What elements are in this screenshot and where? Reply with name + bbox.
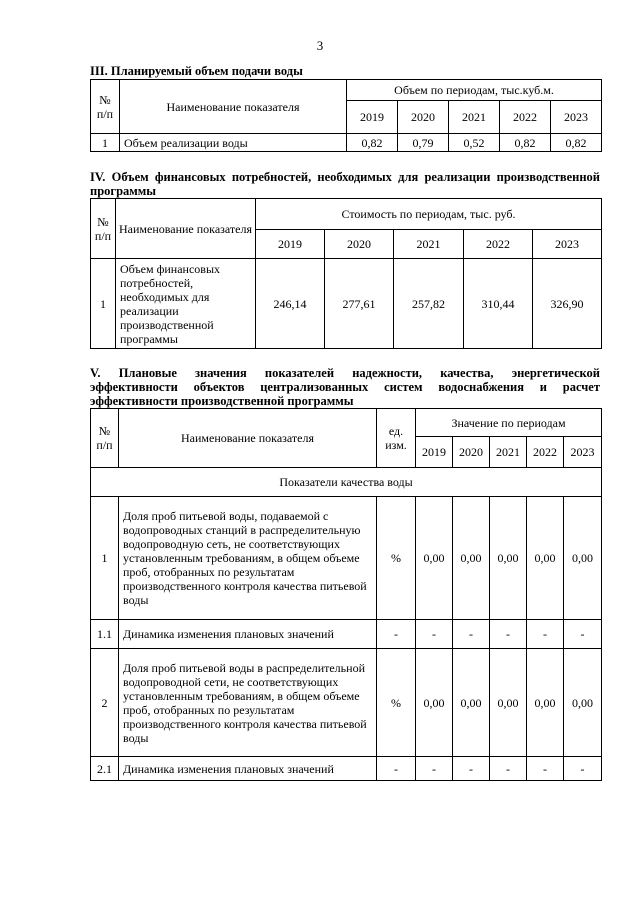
table-row [91, 497, 602, 620]
row-value: 0,82 [500, 134, 551, 152]
header-year: 2020 [453, 437, 490, 468]
row-value: 0,00 [453, 497, 490, 620]
section4-table [90, 198, 602, 349]
row-num: 2 [91, 649, 119, 757]
row-value: 310,44 [464, 259, 533, 349]
row-value: 0,82 [551, 134, 602, 152]
table-row [91, 757, 602, 781]
row-unit: % [377, 649, 416, 757]
header-year: 2021 [394, 230, 464, 259]
row-name: Динамика изменения плановых значений [119, 620, 377, 649]
header-unit: ед. изм. [377, 409, 416, 468]
row-unit: - [377, 620, 416, 649]
section4-title: IV. Объем финансовых потребностей, необходимых для реализации производственной программы [90, 170, 600, 198]
header-year: 2019 [416, 437, 453, 468]
group-row: Показатели качества воды [91, 468, 602, 497]
row-num: 1 [91, 497, 119, 620]
header-year: 2019 [347, 101, 398, 134]
section5-table [90, 408, 602, 781]
table-row [91, 620, 602, 649]
header-num: № п/п [91, 409, 119, 468]
header-year: 2022 [500, 101, 551, 134]
row-value: 0,00 [564, 497, 602, 620]
row-num: 2.1 [91, 757, 119, 781]
row-value: 0,00 [564, 649, 602, 757]
table-row [91, 134, 602, 152]
row-value: 0,00 [527, 497, 564, 620]
header-year: 2019 [256, 230, 325, 259]
row-value: 246,14 [256, 259, 325, 349]
row-value: - [490, 757, 527, 781]
row-name: Объем финансовых потребностей, необходимых для реализации производственной программы [116, 259, 256, 349]
row-value: 0,79 [398, 134, 449, 152]
header-group: Стоимость по периодам, тыс. руб. [256, 199, 602, 230]
row-unit: - [377, 757, 416, 781]
row-value: - [527, 757, 564, 781]
row-value: 0,00 [416, 649, 453, 757]
section3-table [90, 79, 602, 152]
header-year: 2021 [490, 437, 527, 468]
header-name: Наименование показателя [116, 199, 256, 259]
row-value: - [453, 757, 490, 781]
row-value: - [564, 620, 602, 649]
header-year: 2023 [564, 437, 602, 468]
header-year: 2023 [533, 230, 602, 259]
header-num: № п/п [91, 80, 120, 134]
row-value: 257,82 [394, 259, 464, 349]
page-number: 3 [316, 38, 324, 53]
row-name: Доля проб питьевой воды, подаваемой с водопроводных станций в распределительную водопроводную сеть, не соответствующих установленным требованиям, в общем объеме проб, отобранных по результатам производственного контроля качества питьевой воды [119, 497, 377, 620]
header-group: Значение по периодам [416, 409, 602, 437]
row-name: Объем реализации воды [120, 134, 347, 152]
row-value: - [453, 620, 490, 649]
section3-title: III. Планируемый объем подачи воды [90, 64, 303, 78]
row-value: 0,52 [449, 134, 500, 152]
header-year: 2022 [464, 230, 533, 259]
row-value: - [416, 757, 453, 781]
table-row [91, 649, 602, 757]
row-value: 0,00 [490, 649, 527, 757]
row-value: - [527, 620, 564, 649]
row-value: 0,82 [347, 134, 398, 152]
header-year: 2020 [398, 101, 449, 134]
row-unit: % [377, 497, 416, 620]
row-value: 0,00 [527, 649, 564, 757]
header-name: Наименование показателя [120, 80, 347, 134]
header-year: 2022 [527, 437, 564, 468]
row-value: 277,61 [325, 259, 394, 349]
row-num: 1 [91, 134, 120, 152]
header-year: 2023 [551, 101, 602, 134]
row-value: - [490, 620, 527, 649]
row-value: 0,00 [453, 649, 490, 757]
row-name: Доля проб питьевой воды в распределительной водопроводной сети, не соответствующих установленным требованиям, в общем объеме проб, отобранных по результатам производственного контроля качества питьевой воды [119, 649, 377, 757]
header-year: 2021 [449, 101, 500, 134]
table-row [91, 259, 602, 349]
row-num: 1 [91, 259, 116, 349]
row-num: 1.1 [91, 620, 119, 649]
section5-title: V. Плановые значения показателей надежности, качества, энергетической эффективности объектов централизованных систем водоснабжения и расчет эффективности производственной программы [90, 366, 600, 408]
row-value: 0,00 [490, 497, 527, 620]
row-value: 0,00 [416, 497, 453, 620]
header-year: 2020 [325, 230, 394, 259]
row-value: 326,90 [533, 259, 602, 349]
row-value: - [416, 620, 453, 649]
header-name: Наименование показателя [119, 409, 377, 468]
row-name: Динамика изменения плановых значений [119, 757, 377, 781]
header-num: № п/п [91, 199, 116, 259]
row-value: - [564, 757, 602, 781]
header-group: Объем по периодам, тыс.куб.м. [347, 80, 602, 101]
